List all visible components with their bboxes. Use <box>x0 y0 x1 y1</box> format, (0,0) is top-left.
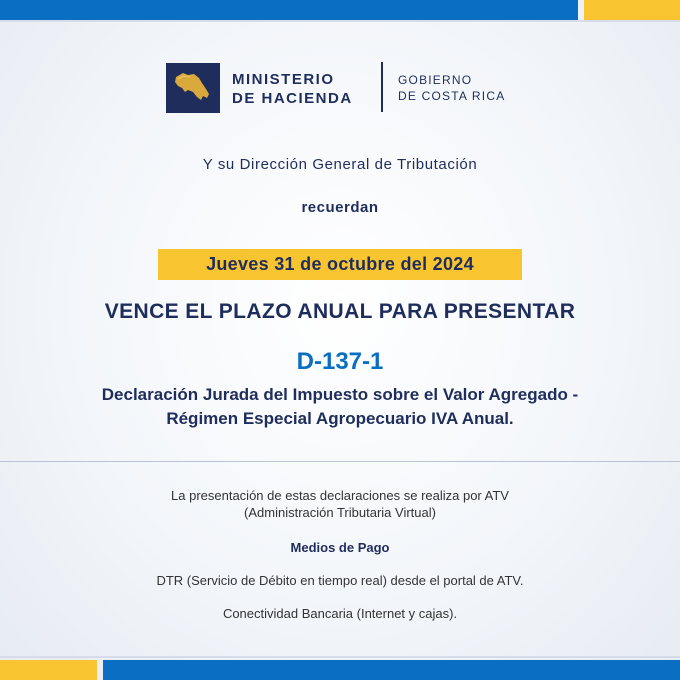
description-line1: Declaración Jurada del Impuesto sobre el Valor Agregado - <box>101 385 579 404</box>
top-yellow-bar <box>584 0 680 20</box>
top-divider <box>0 20 680 22</box>
payment-methods-title: Medios de Pago <box>290 540 390 555</box>
costa-rica-map-logo-icon <box>166 63 220 113</box>
headline: VENCE EL PLAZO ANUAL PARA PRESENTAR <box>104 300 576 323</box>
gov-line1: GOBIERNO <box>398 73 473 87</box>
bottom-divider <box>0 656 680 658</box>
atv-note <box>0 487 680 521</box>
note-line2: (Administración Tributaria Virtual) <box>244 505 436 520</box>
note-line1: La presentación de estas declaraciones se realiza por ATV <box>171 488 509 503</box>
deadline-date-badge: Jueves 31 de octubre del 2024 <box>158 249 522 280</box>
government-name <box>398 72 505 104</box>
form-code: D-137-1 <box>296 348 384 375</box>
section-divider <box>0 461 680 462</box>
description-line2: Régimen Especial Agropecuario IVA Anual. <box>166 409 514 428</box>
ministry-name <box>232 70 353 108</box>
gov-line2: DE COSTA RICA <box>398 89 506 103</box>
bottom-blue-bar <box>103 660 680 680</box>
dtr-payment-text: DTR (Servicio de Débito en tiempo real) desde el portal de ATV. <box>156 573 524 588</box>
form-description <box>0 383 680 431</box>
subtitle: Y su Dirección General de Tributación <box>202 156 478 173</box>
ministry-line1: MINISTERIO <box>232 71 335 88</box>
logo-divider <box>381 62 383 112</box>
bottom-yellow-bar <box>0 660 97 680</box>
recuerdan-text: recuerdan <box>301 199 379 216</box>
bank-connectivity-text: Conectividad Bancaria (Internet y cajas). <box>222 606 458 621</box>
top-blue-bar <box>0 0 578 20</box>
ministry-line2: DE HACIENDA <box>232 90 353 107</box>
